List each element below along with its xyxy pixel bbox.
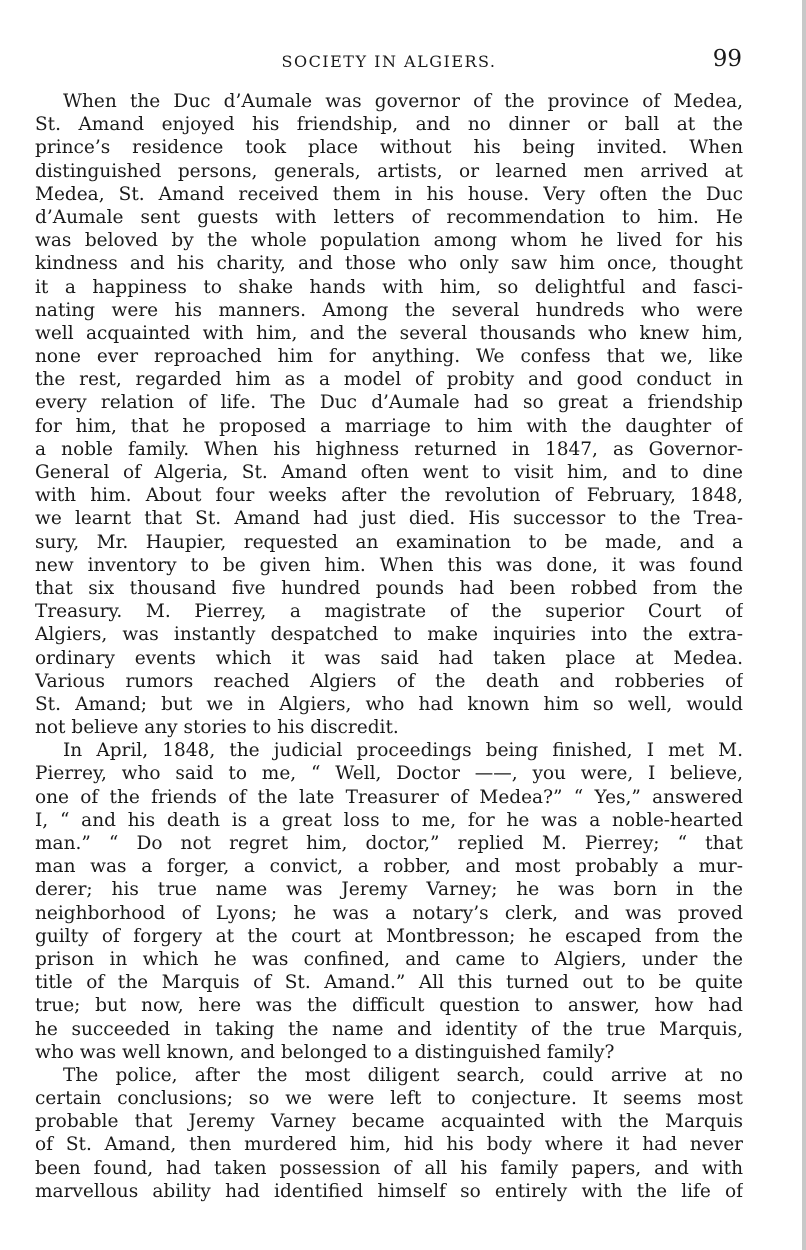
text-line: of St. Amand, then murdered him, hid his body where it had never <box>35 1134 743 1156</box>
text-line: guilty of forgery at the court at Montbresson; he escaped from the <box>35 925 743 947</box>
text-line: certain conclusions; so we were left to conjecture. It seems most <box>35 1088 743 1110</box>
text-line: it a happiness to shake hands with him, so delightful and fasci- <box>35 276 743 298</box>
text-line: was beloved by the whole population among whom he lived for his <box>35 230 743 252</box>
running-head <box>36 46 742 76</box>
text-line: I, “ and his death is a great loss to me, for he was a noble-hearted <box>35 809 743 831</box>
page-edge-rule <box>802 0 806 1250</box>
text-line: When the Duc d’Aumale was governor of the province of Medea, <box>63 91 743 112</box>
text-line: nating were his manners. Among the several hundreds who were <box>35 299 743 321</box>
text-line: been found, had taken possession of all his family papers, and with <box>35 1157 743 1179</box>
text-line: d’Aumale sent guests with letters of recommendation to him. He <box>35 206 743 228</box>
text-line: new inventory to be given him. When this was done, it was found <box>35 554 743 576</box>
running-title: SOCIETY IN ALGIERS. <box>281 52 497 71</box>
text-line: a noble family. When his highness returned in 1847, as Governor- <box>35 438 743 460</box>
text-line: distinguished persons, generals, artists, or learned men arrived at <box>35 160 743 182</box>
text-line: one of the friends of the late Treasurer of Medea?” “ Yes,” answered <box>35 786 743 808</box>
text-line: Pierrey, who said to me, “ Well, Doctor ——, you were, I believe, <box>35 763 743 785</box>
text-line: man was a forger, a convict, a robber, and most probably a mur- <box>35 856 743 878</box>
page-number: 99 <box>712 46 742 72</box>
text-line: In April, 1848, the judicial proceedings being finished, I met M. <box>63 740 743 762</box>
text-line: none ever reproached him for anything. We confess that we, like <box>35 346 743 368</box>
text-line: every relation of life. The Duc d’Aumale had so great a friendship <box>35 392 743 414</box>
body-text <box>35 90 743 1203</box>
text-line: probable that Jeremy Varney became acquainted with the Marquis <box>35 1111 743 1133</box>
text-line: St. Amand; but we in Algiers, who had known him so well, would <box>35 693 743 715</box>
text-line: Various rumors reached Algiers of the death and robberies of <box>35 670 743 692</box>
text-line: neighborhood of Lyons; he was a notary’s clerk, and was proved <box>35 902 743 924</box>
text-line: Medea, St. Amand received them in his house. Very often the Duc <box>35 183 743 205</box>
text-line: for him, that he proposed a marriage to him with the daughter of <box>35 415 743 437</box>
text-line: well acquainted with him, and the several thousands who knew him, <box>35 322 743 344</box>
text-line: title of the Marquis of St. Amand.” All this turned out to be quite <box>35 972 743 994</box>
text-line: ordinary events which it was said had taken place at Medea. <box>35 647 743 669</box>
text-line: true; but now, here was the difficult question to answer, how had <box>35 995 743 1017</box>
text-line: St. Amand enjoyed his friendship, and no dinner or ball at the <box>35 114 743 136</box>
text-line: marvellous ability had identified himself so entirely with the life of <box>35 1180 743 1202</box>
text-line: Treasury. M. Pierrey, a magistrate of the superior Court of <box>35 601 743 623</box>
text-line: with him. About four weeks after the revolution of February, 1848, <box>35 485 743 507</box>
text-line: Algiers, was instantly despatched to make inquiries into the extra- <box>35 624 743 646</box>
text-line: The police, after the most diligent search, could arrive at no <box>63 1064 743 1086</box>
text-line: the rest, regarded him as a model of probity and good conduct in <box>35 369 743 391</box>
text-line: he succeeded in taking the name and identity of the true Marquis, <box>35 1018 743 1040</box>
text-line: derer; his true name was Jeremy Varney; he was born in the <box>35 879 743 901</box>
text-line: that six thousand five hundred pounds had been robbed from the <box>35 577 743 599</box>
text-line: who was well known, and belonged to a distinguished family? <box>35 1041 615 1063</box>
text-line: kindness and his charity, and those who only saw him once, thought <box>35 253 743 275</box>
text-line: General of Algeria, St. Amand often went to visit him, and to dine <box>35 462 743 483</box>
text-line: man.” “ Do not regret him, doctor,” replied M. Pierrey; “ that <box>35 833 743 854</box>
text-line: we learnt that St. Amand had just died. His successor to the Trea- <box>35 508 743 530</box>
text-line: not believe any stories to his discredit. <box>35 717 399 739</box>
text-line: prison in which he was confined, and came to Algiers, under the <box>35 948 743 970</box>
text-line: prince’s residence took place without his being invited. When <box>35 137 743 159</box>
text-line: sury, Mr. Haupier, requested an examination to be made, and a <box>35 531 743 553</box>
